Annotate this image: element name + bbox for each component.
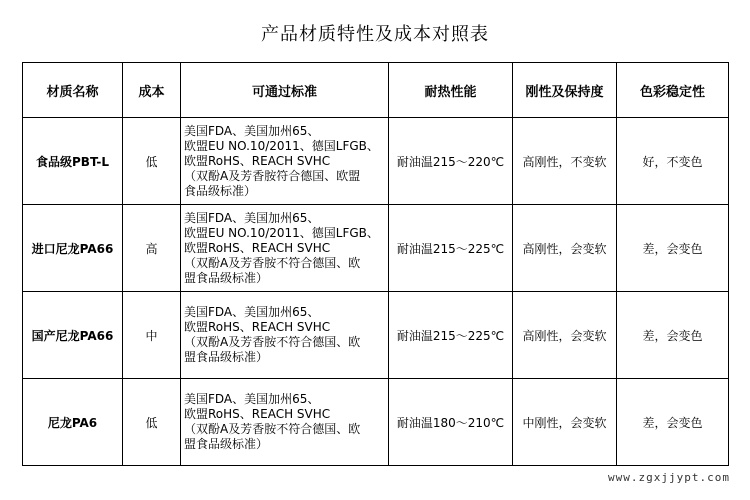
comparison-table bbox=[22, 62, 729, 466]
material-cell: 食品级PBT-L bbox=[23, 118, 123, 205]
header-rigidity: 刚性及保持度 bbox=[513, 63, 617, 118]
table-row bbox=[23, 379, 729, 466]
standard-line: 盟食品级标准） bbox=[184, 350, 269, 364]
table-row bbox=[23, 205, 729, 292]
color-cell: 好，不变色 bbox=[617, 118, 729, 205]
standard-line: 欧盟RoHS、REACH SVHC bbox=[184, 153, 331, 168]
table-row bbox=[23, 118, 729, 205]
standard-line: （双酚A及芳香胺不符合德国、欧 bbox=[184, 255, 361, 270]
standard-line: 盟食品级标准） bbox=[184, 270, 269, 285]
standard-line: 食品级标准） bbox=[184, 183, 257, 198]
header-cost: 成本 bbox=[123, 63, 181, 118]
header-material: 材质名称 bbox=[23, 63, 123, 118]
header-color: 色彩稳定性 bbox=[617, 63, 729, 118]
material-cell: 尼龙PA6 bbox=[23, 379, 123, 466]
standard-line: 欧盟RoHS、REACH SVHC bbox=[184, 320, 331, 334]
standards-cell bbox=[181, 205, 389, 292]
standard-line: 美国FDA、美国加州65、 bbox=[184, 123, 320, 138]
heat-cell: 耐油温215～225℃ bbox=[389, 205, 513, 292]
color-cell: 差，会变色 bbox=[617, 205, 729, 292]
standard-line: （双酚A及芳香胺不符合德国、欧 bbox=[184, 335, 361, 349]
color-cell: 差，会变色 bbox=[617, 292, 729, 379]
rigidity-cell: 高刚性，不变软 bbox=[513, 118, 617, 205]
standard-line: 美国FDA、美国加州65、 bbox=[184, 392, 320, 406]
heat-cell: 耐油温215～220℃ bbox=[389, 118, 513, 205]
material-cell: 进口尼龙PA66 bbox=[23, 205, 123, 292]
table-header-row bbox=[23, 63, 729, 118]
standard-line: 欧盟EU NO.10/2011、德国LFGB、 bbox=[184, 138, 379, 153]
table-row bbox=[23, 292, 729, 379]
header-heat: 耐热性能 bbox=[389, 63, 513, 118]
material-cell: 国产尼龙PA66 bbox=[23, 292, 123, 379]
standard-line: （双酚A及芳香胺不符合德国、欧 bbox=[184, 422, 361, 436]
cost-cell: 中 bbox=[123, 292, 181, 379]
rigidity-cell: 高刚性，会变软 bbox=[513, 292, 617, 379]
rigidity-cell: 高刚性，会变软 bbox=[513, 205, 617, 292]
standard-line: （双酚A及芳香胺符合德国、欧盟 bbox=[184, 168, 361, 183]
standards-cell bbox=[181, 292, 389, 379]
standards-cell bbox=[181, 118, 389, 205]
page-title: 产品材质特性及成本对照表 bbox=[261, 24, 489, 45]
standards-cell bbox=[181, 379, 389, 466]
header-standards: 可通过标准 bbox=[181, 63, 389, 118]
color-cell: 差，会变色 bbox=[617, 379, 729, 466]
heat-cell: 耐油温215～225℃ bbox=[389, 292, 513, 379]
heat-cell: 耐油温180～210℃ bbox=[389, 379, 513, 466]
cost-cell: 高 bbox=[123, 205, 181, 292]
footer-url: www.zgxjjypt.com bbox=[608, 471, 730, 484]
rigidity-cell: 中刚性，会变软 bbox=[513, 379, 617, 466]
cost-cell: 低 bbox=[123, 118, 181, 205]
standard-line: 美国FDA、美国加州65、 bbox=[184, 210, 320, 225]
standard-line: 欧盟EU NO.10/2011、德国LFGB、 bbox=[184, 225, 379, 240]
cost-cell: 低 bbox=[123, 379, 181, 466]
standard-line: 美国FDA、美国加州65、 bbox=[184, 305, 320, 319]
standard-line: 欧盟RoHS、REACH SVHC bbox=[184, 240, 331, 255]
standard-line: 盟食品级标准） bbox=[184, 437, 269, 451]
standard-line: 欧盟RoHS、REACH SVHC bbox=[184, 407, 331, 421]
